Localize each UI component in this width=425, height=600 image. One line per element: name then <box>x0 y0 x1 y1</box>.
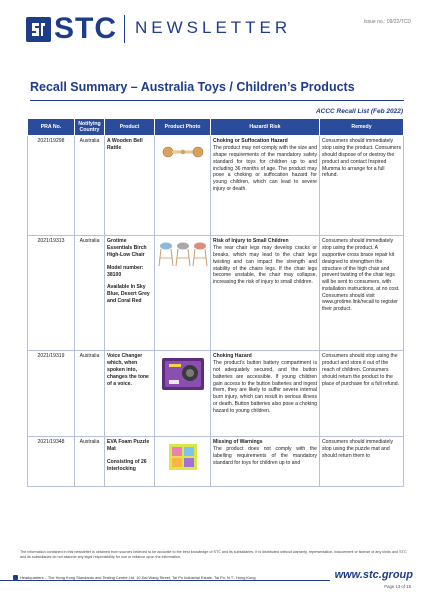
page-title: Recall Summary – Australia Toys / Children’s Products <box>30 80 355 94</box>
column-header-remedy: Remedy <box>320 119 404 136</box>
column-header-hazard: Hazard/ Risk <box>211 119 320 136</box>
hazard-description: The product’s button battery compartment is not adequately secured, and the button batteries are accessible. If young children gain access to the button batteries and ingest them, they are likely to suffer severe internal burn injury, which can result in serious illness or death. Button batteries also pose a choking hazard to young children. <box>213 360 317 414</box>
pra-number: 2021/19298 <box>28 136 75 236</box>
hazard-title: Choking or Suffocation Hazard <box>213 138 288 145</box>
disclaimer: The information contained in this newsletter is obtained from sources believed to be accurate to the best knowledge of STC and its subsidiaries. It is distributed without warranty, representation, inducement or license of any kinds and STC and its subsidiaries do not assume any legal responsibility for use or reliance upon the information. <box>20 550 407 560</box>
newsletter-title: NEWSLETTER <box>135 18 292 37</box>
high-chair-icon <box>157 241 208 281</box>
column-header-product: Product <box>105 119 155 136</box>
notifying-country: Australia <box>75 437 105 487</box>
product-name <box>105 437 155 487</box>
title-divider <box>30 100 404 101</box>
pra-number: 2021/19313 <box>28 236 75 351</box>
hazard-risk <box>211 437 320 487</box>
voice-changer-icon <box>157 356 208 396</box>
issue-number: Issue no.: 09/22/TCD <box>363 19 411 25</box>
product-photo <box>155 437 211 487</box>
product-name <box>105 136 155 236</box>
product-line: Grotime Essentials Birch High-Low Chair <box>107 238 147 258</box>
hazard-title: Choking Hazard <box>213 353 252 360</box>
hazard-description: The product may not comply with the size and shape requirements of the mandatory safety standard for toys for children up to and including 36 months of age. The product may pose a choking or suffocation hazard for young children, which can lead to severe injury or death. <box>213 145 317 192</box>
product-name <box>105 351 155 437</box>
table-row <box>28 236 404 351</box>
recall-table <box>27 118 404 487</box>
website-link[interactable]: www.stc.group <box>334 569 413 581</box>
remedy: Consumers should stop using the product and store it out of the reach of children. Consumers should return the product to the place of purchase for a full refund. <box>320 351 404 437</box>
notifying-country: Australia <box>75 236 105 351</box>
hazard-risk <box>211 136 320 236</box>
headquarters-address: Headquarters – The Hong Kong Standards and Testing Centre Ltd. 10 Dai Wang Street, Tai Po Industrial Estate, Tai Po, N.T., Hong Kong <box>20 575 256 580</box>
product-photo <box>155 136 211 236</box>
hazard-description: The rear chair legs may develop cracks or breaks, which may lead to the chair legs twisting and can impact the strength and stability of the chairs legs. If the chair legs become unstable, the chair may collapse, increasing the risk of injury to small children. <box>213 245 317 286</box>
hazard-title: Risk of Injury to Small Children <box>213 238 289 245</box>
table-row <box>28 351 404 437</box>
notifying-country: Australia <box>75 136 105 236</box>
logo-divider <box>124 15 125 43</box>
table-row <box>28 136 404 236</box>
product-name <box>105 236 155 351</box>
recall-list-caption: ACCC Recall List (Feb 2022) <box>315 108 403 115</box>
notifying-country: Australia <box>75 351 105 437</box>
column-header-photo: Product Photo <box>155 119 211 136</box>
page-number: Page 13 of 15 <box>384 584 411 589</box>
product-line: A Wooden Bell Rattle <box>107 138 143 152</box>
product-line: Available In Sky Blue, Desert Grey and Coral Red <box>107 284 150 304</box>
hazard-risk <box>211 236 320 351</box>
hazard-risk <box>211 351 320 437</box>
stc-logo-icon <box>26 17 51 42</box>
remedy: Consumers should immediately stop using the puzzle mat and should return them to <box>320 437 404 487</box>
location-pin-icon <box>13 575 18 580</box>
product-line: Model number: 38100 <box>107 264 144 278</box>
hazard-description: The product does not comply with the labelling requirements of the mandatory standard for toys for children up to and <box>213 446 317 466</box>
product-line: EVA Foam Puzzle Mat <box>107 439 150 453</box>
pra-number: 2021/19348 <box>28 437 75 487</box>
table-row <box>28 437 404 487</box>
wooden-rattle-icon <box>157 141 208 181</box>
pra-number: 2021/19319 <box>28 351 75 437</box>
newsletter-header <box>0 0 425 70</box>
product-photo <box>155 236 211 351</box>
page-footer <box>0 565 425 600</box>
product-line: Consisting of 26 Interlocking <box>107 459 147 472</box>
footer-divider <box>0 580 330 581</box>
product-line: Voice Changer which, when spoken into, changes the tone of a voice. <box>107 353 149 387</box>
foam-puzzle-mat-icon <box>157 442 208 482</box>
product-photo <box>155 351 211 437</box>
stc-logo-text: STC <box>54 12 117 45</box>
table-header-row <box>28 119 404 136</box>
remedy: Consumers should immediately stop using the product. A supportive cross brace repair kit designed to strengthen the structure of the high chair and prevent twisting of the chair legs will be sent to consumers, with installation instructions, at no cost. Consumers should visit www.grotime.link/recall to register their product. <box>320 236 404 351</box>
column-header-country: Notifying Country <box>75 119 105 136</box>
remedy: Consumers should immediately stop using the product. Consumers should dispose of or destroy the product and contact Inspired Mumma to arrange for a full refund. <box>320 136 404 236</box>
column-header-pra-no: PRA No. <box>28 119 75 136</box>
hazard-title: Missing of Warnings <box>213 439 263 446</box>
